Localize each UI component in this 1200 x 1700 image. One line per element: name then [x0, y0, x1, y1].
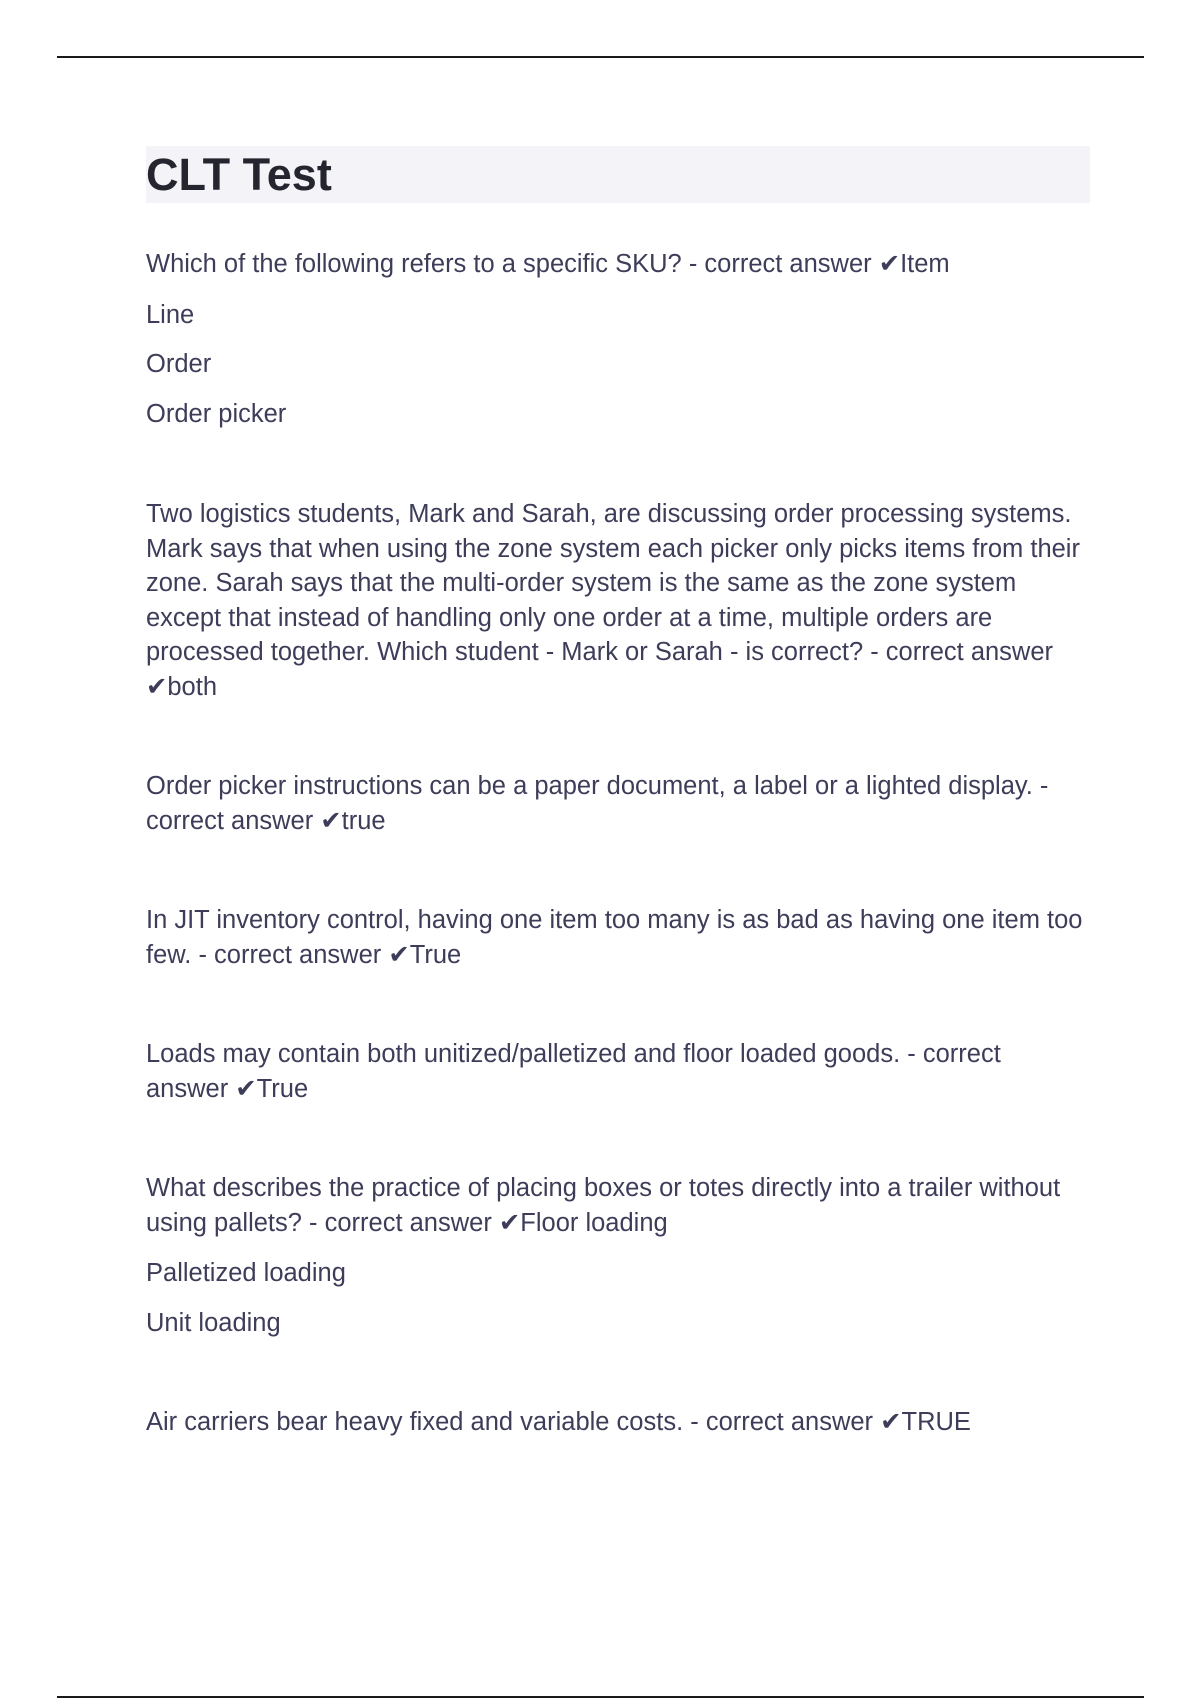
question-text: Two logistics students, Mark and Sarah, are discussing order processing systems. Mark says that when using the zone system each picker only picks items from their zone. Sarah says that the multi-order system is the same as the zone system except that instead of handling only one order at a time, multiple orders are processed together. Which student - Mark or Sarah - is correct? - correct answer ✔both [146, 500, 1080, 701]
question-block [146, 1171, 1090, 1340]
answer-option: Unit loading [146, 1308, 281, 1337]
question-block [146, 1037, 1090, 1106]
question-text: Order picker instructions can be a paper document, a label or a lighted display. - correct answer ✔true [146, 772, 1049, 835]
top-divider [57, 56, 1144, 58]
question-text: Air carriers bear heavy fixed and variable costs. - correct answer ✔TRUE [146, 1408, 971, 1436]
question-text: What describes the practice of placing boxes or totes directly into a trailer without using pallets? - correct answer ✔Floor loading [146, 1174, 1061, 1237]
answer-option: Order [146, 350, 212, 378]
question-text: Which of the following refers to a specific SKU? - correct answer ✔Item [146, 250, 950, 278]
question-block [146, 769, 1090, 838]
question-block [146, 497, 1090, 704]
answer-option: Order picker [146, 399, 287, 428]
bottom-divider [57, 1696, 1144, 1698]
question-block [146, 903, 1090, 972]
document-body [146, 146, 1090, 1440]
title-banner [146, 146, 1090, 203]
question-block [146, 1405, 1090, 1440]
question-text: In JIT inventory control, having one item too many is as bad as having one item too few. - correct answer ✔True [146, 906, 1083, 969]
answer-option: Line [146, 300, 195, 329]
page-title: CLT Test [146, 149, 332, 200]
question-block [146, 247, 1090, 431]
answer-option: Palletized loading [146, 1259, 346, 1287]
question-text: Loads may contain both unitized/palletized and floor loaded goods. - correct answer ✔True [146, 1040, 1001, 1103]
